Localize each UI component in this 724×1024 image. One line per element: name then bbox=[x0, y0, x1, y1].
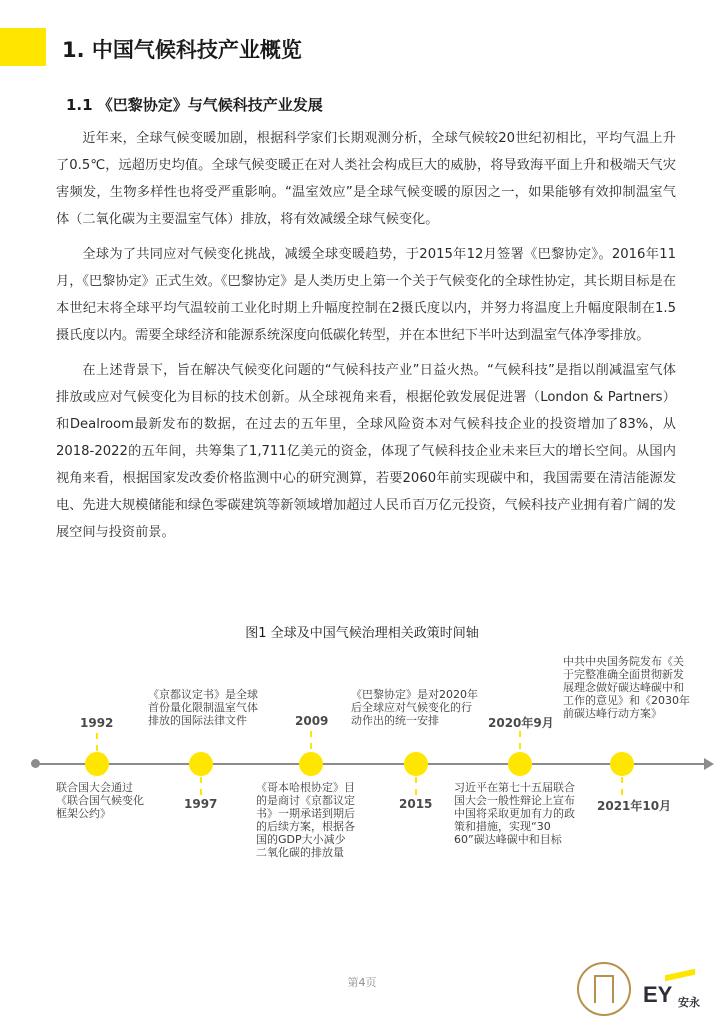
timeline-event-text: 联合国大会通过《联合国气候变化框架公约》 bbox=[56, 781, 144, 820]
timeline-marker bbox=[189, 752, 213, 776]
accent-bar bbox=[0, 28, 46, 66]
timeline-year: 2009 bbox=[295, 714, 329, 728]
timeline-year: 2015 bbox=[399, 797, 433, 811]
ey-logo-text: EY bbox=[643, 982, 673, 1007]
timeline-connector bbox=[415, 777, 417, 795]
timeline-connector bbox=[621, 777, 623, 795]
timeline-connector bbox=[200, 777, 202, 795]
timeline-marker bbox=[85, 752, 109, 776]
section-heading: 1.1 《巴黎协定》与气候科技产业发展 bbox=[66, 96, 323, 114]
timeline-event-text: 中共中央国务院发布《关于完整准确全面贯彻新发展理念做好碳达峰碳中和工作的意见》和《2030年前碳达峰行动方案》 bbox=[563, 655, 690, 720]
timeline-marker bbox=[508, 752, 532, 776]
timeline-year: 2021年10月 bbox=[597, 799, 672, 813]
timeline-event-text: 《京都议定书》是全球首份量化限制温室气体排放的国际法律文件 bbox=[148, 688, 258, 727]
body-text bbox=[56, 125, 676, 554]
timeline-marker bbox=[299, 752, 323, 776]
figure-title: 图1 全球及中国气候治理相关政策时间轴 bbox=[245, 626, 479, 641]
timeline-marker bbox=[404, 752, 428, 776]
timeline-event-text: 《巴黎协定》是对2020年后全球应对气候变化的行动作出的统一安排 bbox=[351, 688, 478, 727]
timeline-year: 2020年9月 bbox=[488, 716, 554, 730]
page-title: 1. 中国气候科技产业概览 bbox=[62, 38, 302, 62]
timeline-arrow-icon bbox=[704, 758, 714, 770]
timeline-event-text: 《哥本哈根协定》目的是商讨《京都议定书》一期承诺到期后的后续方案，根据各国的GDP大小减少二氧化碳的排放量 bbox=[256, 781, 355, 859]
timeline-connector bbox=[310, 731, 312, 749]
timeline-marker bbox=[610, 752, 634, 776]
ey-logo-bar-icon bbox=[665, 969, 695, 981]
ey-logo-cn: 安永 bbox=[678, 996, 700, 1009]
timeline-axis bbox=[36, 763, 708, 765]
timeline-connector bbox=[519, 731, 521, 749]
institute-seal-icon bbox=[577, 962, 631, 1016]
seal-emblem-icon bbox=[594, 975, 614, 1003]
paragraph: 在上述背景下，旨在解决气候变化问题的“气候科技产业”日益火热。“气候科技”是指以削减温室气体排放或应对气候变化为目标的技术创新。从全球视角来看，根据伦敦发展促进署（London & Partners）和Dealroom最新发布的数据，在过去的五年里，全球风险资本对气候科技企业的投资增加了83%，从2018-2022的五年间，共筹集了1,711亿美元的资金，体现了气候科技企业未来巨大的增长空间。从国内视角来看，根据国家发改委价格监测中心的研究测算，若要2060年前实现碳中和，我国需要在清洁能源发电、先进大规模储能和绿色零碳建筑等新领域增加超过人民币百万亿元投资，气候科技产业拥有着广阔的发展空间与投资前景。 bbox=[56, 363, 676, 540]
paragraph: 近年来，全球气候变暖加剧，根据科学家们长期观测分析，全球气候较20世纪初相比，平均气温上升了0.5℃，远超历史均值。全球气候变暖正在对人类社会构成巨大的威胁，将导致海平面上升和极端天气灾害频发，生物多样性也将受严重影响。“温室效应”是全球气候变暖的原因之一，如果能够有效抑制温室气体（二氧化碳为主要温室气体）排放，将有效减缓全球气候变化。 bbox=[56, 131, 676, 227]
timeline-event-text: 习近平在第七十五届联合国大会一般性辩论上宣布中国将采取更加有力的政策和措施，实现“30 60”碳达峰碳中和目标 bbox=[454, 781, 575, 846]
ey-logo bbox=[643, 972, 703, 1016]
timeline-connector bbox=[96, 733, 98, 751]
timeline-start-dot bbox=[31, 759, 40, 768]
timeline-year: 1992 bbox=[80, 716, 114, 730]
timeline-year: 1997 bbox=[184, 797, 218, 811]
paragraph: 全球为了共同应对气候变化挑战，减缓全球变暖趋势，于2015年12月签署《巴黎协定》。2016年11月，《巴黎协定》正式生效。《巴黎协定》是人类历史上第一个关于气候变化的全球性协定，其长期目标是在本世纪末将全球平均气温较前工业化时期上升幅度控制在2摄氏度以内，并努力将温度上升幅度限制在1.5摄氏度以内。需要全球经济和能源系统深度向低碳化转型，并在本世纪下半叶达到温室气体净零排放。 bbox=[56, 247, 676, 343]
page-number: 第4页 bbox=[347, 976, 377, 989]
